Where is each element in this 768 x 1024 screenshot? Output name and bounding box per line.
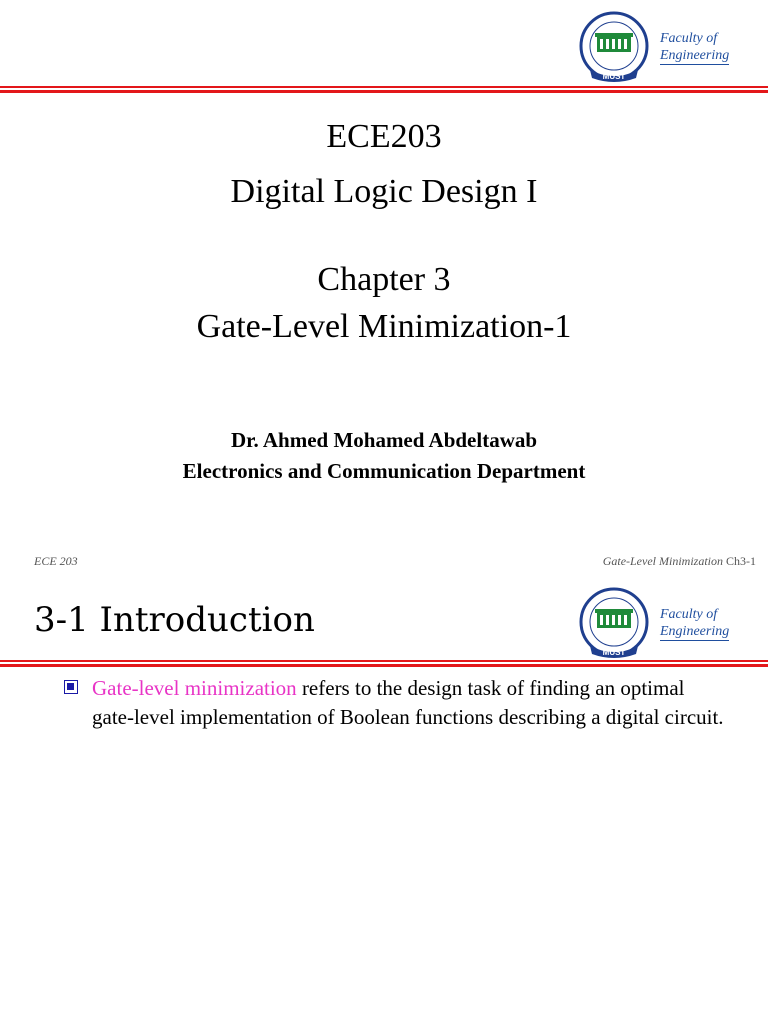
highlight-term: Gate-level minimization (92, 676, 297, 700)
svg-text:MUST: MUST (602, 648, 626, 657)
faculty-line2: Engineering (660, 47, 730, 63)
bullet-item (64, 674, 724, 732)
faculty-logo (570, 8, 729, 86)
footer-course: ECE 203 (34, 554, 78, 568)
chapter-title: Gate-Level Minimization-1 (196, 308, 572, 345)
footer-chapter (603, 554, 756, 569)
department-name: Electronics and Communication Department (182, 459, 586, 483)
bullet-rest: refers to the design task of finding an optimal gate-level implementation of Boolean functions describing a digital circuit. (92, 676, 724, 729)
university-seal-icon (570, 8, 658, 86)
square-bullet-icon (64, 680, 78, 694)
faculty-label (660, 606, 729, 641)
author-name: Dr. Ahmed Mohamed Abdeltawab (230, 428, 538, 452)
chapter-number: Chapter 3 (317, 261, 451, 298)
header-divider (0, 660, 768, 667)
header-divider (0, 86, 768, 93)
faculty-logo (570, 584, 729, 662)
faculty-line1: Faculty of (660, 606, 718, 622)
slide-title: 3-1 Introduction (34, 600, 315, 640)
faculty-line2: Engineering (660, 623, 730, 639)
university-seal-icon (570, 584, 658, 662)
course-code: ECE203 (326, 118, 442, 155)
faculty-label (660, 30, 729, 65)
introduction-slide (0, 576, 768, 1024)
bullet-text (92, 674, 724, 732)
course-name: Digital Logic Design I (230, 173, 538, 210)
footer-page: Ch3-1 (726, 554, 756, 568)
faculty-line1: Faculty of (660, 30, 718, 46)
footer-topic: Gate-Level Minimization (602, 554, 723, 568)
svg-text:MUST: MUST (602, 72, 626, 81)
